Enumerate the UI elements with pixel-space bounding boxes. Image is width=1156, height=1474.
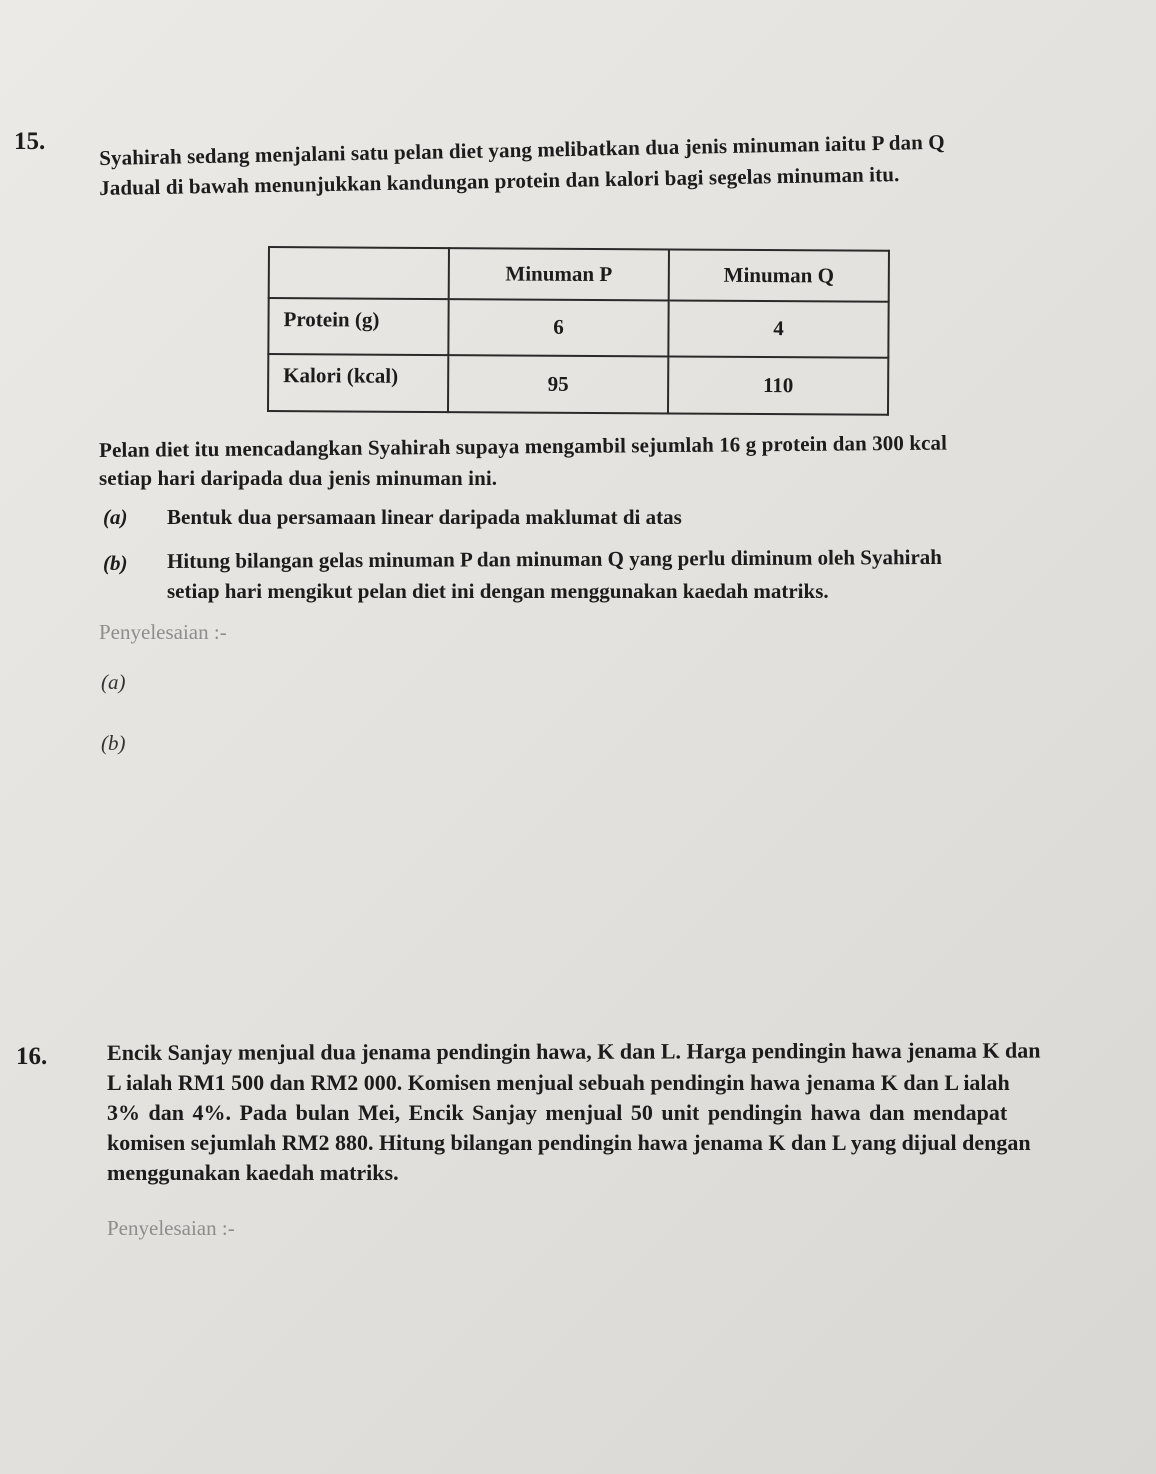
- q15-part-b-text-1: Hitung bilangan gelas minuman P dan minuman Q yang perlu diminum oleh Syahirah: [167, 544, 942, 573]
- table-row-protein: [268, 298, 888, 358]
- table-cell-p: 6: [448, 299, 668, 357]
- q15-part-a-label: (a): [103, 505, 128, 529]
- q16-solution-label: Penyelesaian :-: [107, 1216, 235, 1240]
- table-header-minuman-p: Minuman P: [449, 248, 669, 300]
- q15-intro-line-1: Syahirah sedang menjalani satu pelan diet yang melibatkan dua jenis minuman iaitu P dan Q: [99, 129, 945, 170]
- q16-line-2: L ialah RM1 500 dan RM2 000. Komisen menjual sebuah pendingin hawa jenama K dan L ialah: [107, 1070, 1010, 1095]
- q15-plan-line-2: setiap hari daripada dua jenis minuman ini.: [99, 466, 498, 490]
- table-header-minuman-q: Minuman Q: [669, 249, 889, 301]
- q15-intro-line-2: Jadual di bawah menunjukkan kandungan protein dan kalori bagi segelas minuman itu.: [99, 162, 900, 200]
- q16-line-5: menggunakan kaedah matriks.: [107, 1160, 399, 1185]
- q15-answer-b-label: (b): [101, 731, 126, 755]
- table-cell-q: 110: [668, 357, 888, 415]
- table-row-label: Protein (g): [268, 298, 448, 356]
- question-15-number: 15.: [14, 128, 46, 155]
- q16-line-4: komisen sejumlah RM2 880. Hitung bilangan pendingin hawa jenama K dan L yang dijual dengan: [107, 1130, 1031, 1155]
- table-header-empty: [269, 247, 449, 299]
- q15-part-a-text: Bentuk dua persamaan linear daripada maklumat di atas: [167, 505, 682, 529]
- q15-answer-a-label: (a): [101, 670, 126, 694]
- table-header-row: [269, 247, 889, 301]
- table-row-kalori: [268, 354, 888, 414]
- q16-line-3: 3% dan 4%. Pada bulan Mei, Encik Sanjay menjual 50 unit pendingin hawa dan mendapat: [107, 1100, 1008, 1125]
- q15-part-b-label: (b): [103, 551, 128, 575]
- nutrition-table: [267, 246, 890, 416]
- table-row-label: Kalori (kcal): [268, 354, 448, 412]
- q15-plan-line-1: Pelan diet itu mencadangkan Syahirah supaya mengambil sejumlah 16 g protein dan 300 kcal: [99, 430, 948, 462]
- table-cell-p: 95: [448, 355, 668, 413]
- question-16-number: 16.: [16, 1043, 48, 1070]
- table-cell-q: 4: [668, 300, 888, 358]
- q16-line-1: Encik Sanjay menjual dua jenama pendingin hawa, K dan L. Harga pendingin hawa jenama K dan: [107, 1037, 1041, 1065]
- q15-solution-label: Penyelesaian :-: [99, 620, 227, 644]
- q15-part-b-text-2: setiap hari mengikut pelan diet ini dengan menggunakan kaedah matriks.: [167, 579, 829, 603]
